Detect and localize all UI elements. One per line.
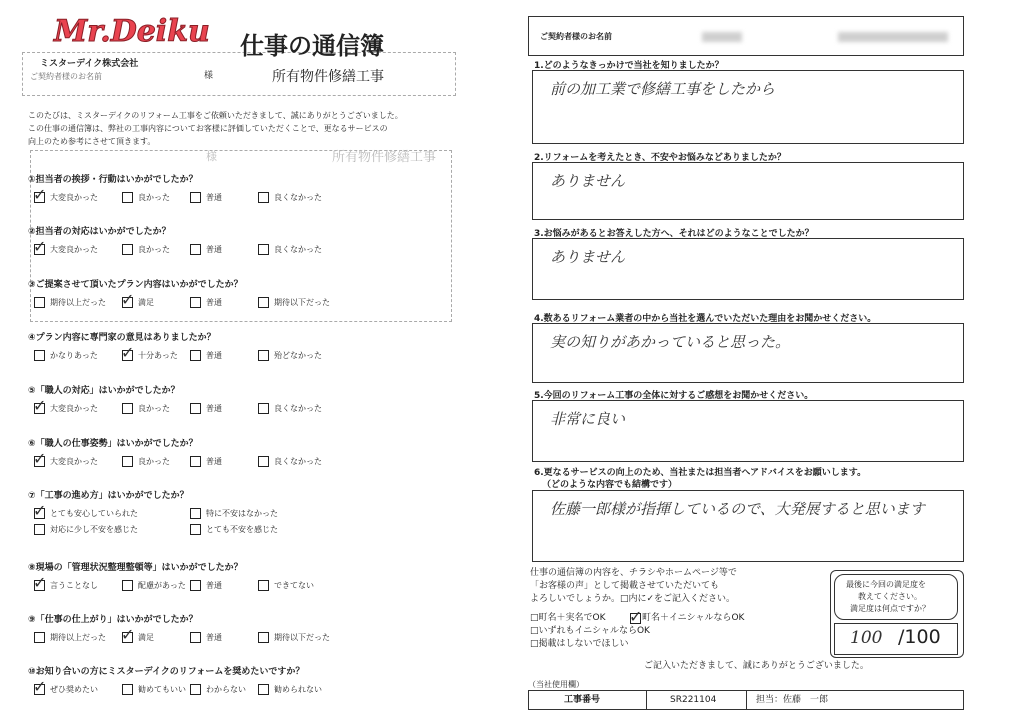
option-label: 良くなかった [274,457,322,466]
option-label: 普通 [206,457,222,466]
handwritten-answer: 実の知りがあかっていると思った。 [550,333,791,351]
option-label: 特に不安はなかった [206,509,278,518]
option-label: 満足 [138,633,154,642]
option-label: 普通 [206,245,222,254]
option-label: 言うことなし [50,581,98,590]
check-mark-icon: ✓ [33,501,47,520]
option-checkbox[interactable] [258,297,269,308]
option-label: 良かった [138,245,170,254]
option-label: 良くなかった [274,193,322,202]
satisfaction-label-3: 満足度は何点ですか？ [850,604,930,613]
thanks-text: ご記入いただきまして、誠にありがとうございました。 [644,661,869,671]
option-checkbox[interactable] [258,244,269,255]
option-checkbox[interactable] [190,508,201,519]
intro-line-2: この仕事の通信簿は、弊社の工事内容についてお客様に評価していただくことで、更なるサービスの [28,124,388,133]
customer-label: ご契約者様のお名前 [30,72,102,81]
option-label: 十分あった [138,351,178,360]
handwritten-answer: 非常に良い [550,410,626,428]
publish-line-1: 仕事の通信簿の内容を、チラシやホームページ等で [530,568,737,578]
office-divider [746,690,747,710]
staff-label: 担当：佐藤 一郎 [756,695,829,705]
option-label: かなりあった [50,351,98,360]
option-checkbox[interactable] [122,244,133,255]
option-label: 大変良かった [50,245,98,254]
option-label: 殆どなかった [274,351,322,360]
handwritten-answer: 佐藤一郎様が指揮しているので、大発展すると思います [550,500,925,518]
option-checkbox[interactable] [190,632,201,643]
question-title: 4.数あるリフォーム業者の中から当社を選んでいただいた理由をお聞かせください。 [534,314,877,324]
option-checkbox[interactable] [190,192,201,203]
question-title: 5.今回のリフォーム工事の全体に対するご感想をお聞かせください。 [534,391,814,401]
option-label: ぜひ奨めたい [50,685,98,694]
work-no: SR221104 [670,695,717,705]
option-label: 期待以下だった [274,633,330,642]
question-title: ③ご提案させて頂いたプラン内容はいかがでしたか？ [28,280,243,290]
option-label: 満足 [138,298,154,307]
satisfaction-score[interactable]: 100 [850,628,883,648]
option-label: わからない [206,685,246,694]
option-checkbox[interactable] [34,632,45,643]
question-title: ⑧現場の「管理状況整理整頓等」はいかがでしたか？ [28,563,243,573]
option-checkbox[interactable] [122,580,133,591]
right-page [520,0,1024,726]
option-label: 良かった [138,404,170,413]
publish-option-1[interactable]: □町名＋実名でOK [530,613,606,623]
option-label: 普通 [206,193,222,202]
check-mark-icon: ✓ [629,607,643,626]
question-title: ⑤「職人の対応」はいかがでしたか？ [28,386,180,396]
publish-line-3: よろしいでしょうか。□内に✓をご記入ください。 [530,594,736,604]
ghost-suffix: 様 [206,150,217,163]
handwritten-answer: 前の加工業で修繕工事をしたから [550,80,776,98]
option-label: 勧められない [274,685,322,694]
check-mark-icon: ✓ [33,677,47,696]
option-label: 普通 [206,633,222,642]
question-title: ⑩お知り合いの方にミスターデイクのリフォームを奨めたいですか？ [28,667,305,677]
question-title: ④プラン内容に専門家の意見はありましたか？ [28,333,216,343]
option-checkbox[interactable] [258,192,269,203]
option-checkbox[interactable] [190,244,201,255]
option-label: 良くなかった [274,404,322,413]
option-label: 良かった [138,457,170,466]
publish-option-2[interactable]: 町名＋イニシャルならOK [642,613,745,623]
option-checkbox[interactable] [122,684,133,695]
option-label: 大変良かった [50,404,98,413]
option-label: 大変良かった [50,193,98,202]
question-title: 6.更なるサービスの向上のため、当社または担当者へアドバイスをお願いします。 [534,468,867,478]
option-label: 期待以上だった [50,633,106,642]
office-label: （当社使用欄） [528,680,584,689]
work-no-label: 工事番号 [564,695,601,705]
option-checkbox[interactable] [190,524,201,535]
publish-option-3[interactable]: □いずれもイニシャルならOK [530,626,650,636]
option-label: 勧めてもいい [138,685,186,694]
project-name: 所有物件修繕工事 [272,69,384,85]
publish-line-2: 「お客様の声」として掲載させていただいても [530,581,720,591]
question-title: ⑨「仕事の仕上がり」はいかがでしたか？ [28,615,198,625]
check-mark-icon: ✓ [121,625,135,644]
redacted-name [702,32,742,42]
option-label: 期待以下だった [274,298,330,307]
option-checkbox[interactable] [258,350,269,361]
option-label: 普通 [206,404,222,413]
logo: Mr.Deiku [54,14,210,49]
option-label: 期待以上だった [50,298,106,307]
name-label: ご契約者様のお名前 [540,32,612,41]
check-mark-icon: ✓ [33,449,47,468]
office-divider [646,690,647,710]
option-checkbox[interactable] [190,580,201,591]
option-checkbox[interactable] [258,580,269,591]
option-checkbox[interactable] [34,297,45,308]
option-checkbox[interactable] [34,524,45,535]
ghost-project: 所有物件修繕工事 [332,150,437,165]
check-mark-icon: ✓ [121,343,135,362]
option-label: とても不安を感じた [206,525,278,534]
check-mark-icon: ✓ [33,396,47,415]
page-title: 仕事の通信簿 [240,32,384,60]
option-checkbox[interactable] [190,456,201,467]
option-checkbox[interactable] [258,403,269,414]
satisfaction-label-2: 教えてください。 [858,592,922,601]
handwritten-answer: ありません [550,248,626,266]
question-title: 3.お悩みがあるとお答えした方へ、それはどのようなことでしたか？ [534,229,814,239]
option-checkbox[interactable] [122,192,133,203]
left-page [0,0,480,726]
question-title: ①担当者の挨拶・行動はいかがでしたか？ [28,175,198,185]
intro-line-3: 向上のため参考にさせて頂きます。 [28,137,156,146]
satisfaction-max: /100 [898,626,941,648]
option-checkbox[interactable] [258,684,269,695]
option-label: 良かった [138,193,170,202]
option-checkbox[interactable] [190,684,201,695]
redacted-name [838,32,948,42]
customer-suffix: 様 [204,71,214,81]
option-checkbox[interactable] [122,403,133,414]
question-title: ⑥「職人の仕事姿勢」はいかがでしたか？ [28,439,198,449]
option-checkbox[interactable] [34,350,45,361]
option-label: できてない [274,581,314,590]
satisfaction-label-1: 最後に今回の満足度を [846,580,926,589]
option-label: 対応に少し不安を感じた [50,525,138,534]
option-checkbox[interactable] [258,456,269,467]
question-title: 2.リフォームを考えたとき、不安やお悩みなどありましたか？ [534,153,786,163]
handwritten-answer: ありません [550,172,626,190]
question-title: ②担当者の対応はいかがでしたか？ [28,227,171,237]
option-label: 普通 [206,298,222,307]
option-checkbox[interactable] [190,403,201,414]
option-checkbox[interactable] [190,297,201,308]
check-mark-icon: ✓ [33,185,47,204]
intro-line-1: このたびは、ミスターデイクのリフォーム工事をご依頼いただきまして、誠にありがとうございました。 [28,111,403,120]
company-name: ミスターデイク株式会社 [40,59,139,69]
option-label: 配慮があった [138,581,186,590]
option-label: とても安心していられた [50,509,138,518]
option-checkbox[interactable] [258,632,269,643]
option-label: 普通 [206,581,222,590]
check-mark-icon: ✓ [33,573,47,592]
question-title: ⑦「工事の進め方」はいかがでしたか？ [28,491,189,501]
option-label: 普通 [206,351,222,360]
option-checkbox[interactable] [122,456,133,467]
check-mark-icon: ✓ [33,237,47,256]
check-mark-icon: ✓ [121,290,135,309]
publish-option-4[interactable]: □掲載はしないでほしい [530,639,629,649]
question-title: 1.どのようなきっかけで当社を知りましたか？ [534,61,724,71]
option-checkbox[interactable] [190,350,201,361]
question-subtitle: （どのような内容でも結構です） [542,480,678,490]
option-label: 良くなかった [274,245,322,254]
option-label: 大変良かった [50,457,98,466]
